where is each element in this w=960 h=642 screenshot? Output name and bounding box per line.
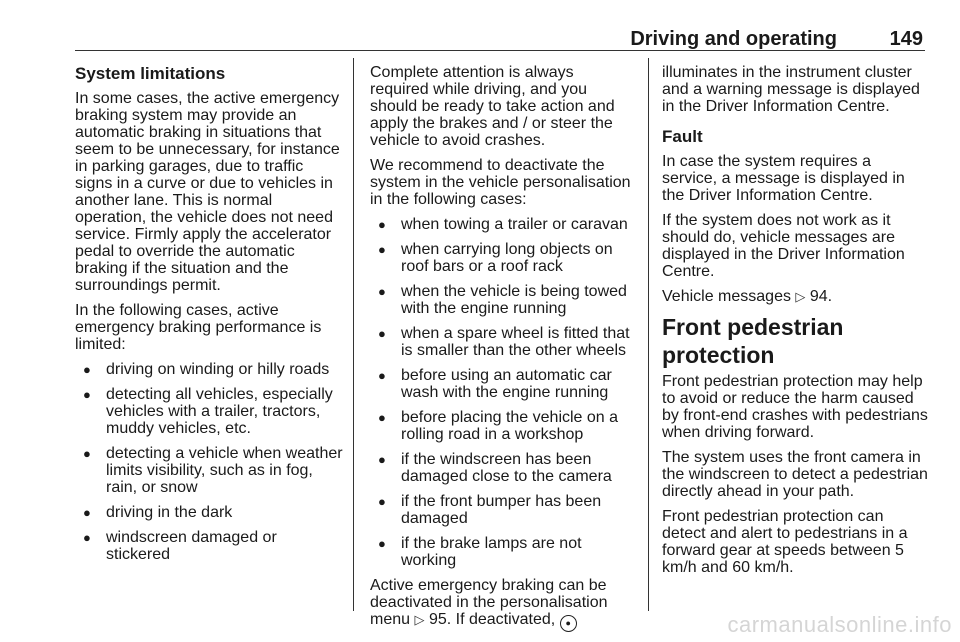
- page-header: [75, 0, 925, 51]
- page-reference-link[interactable]: 94: [809, 288, 828, 305]
- list-item: ● driving on winding or hilly roads: [75, 361, 343, 378]
- page-number: 149: [889, 28, 923, 50]
- list-item: ● if the windscreen has been damaged close to the camera: [370, 451, 634, 485]
- paragraph: Complete attention is always required while driving, and you should be ready to take action and apply the brakes and / or steer the vehicle to avoid crashes.: [370, 64, 615, 149]
- paragraph: If the system does not work as it should do, vehicle messages are displayed in the Driver Information Centre.: [662, 212, 905, 280]
- list-item: ● when a spare wheel is fitted that is smaller than the other wheels: [370, 325, 634, 359]
- list-item: ● if the front bumper has been damaged: [370, 493, 634, 527]
- list-item: ● before using an automatic car wash with the engine running: [370, 367, 634, 401]
- list-item: ● detecting all vehicles, especially vehicles with a trailer, tractors, muddy vehicles, etc.: [75, 386, 343, 437]
- list-item: ● windscreen damaged or stickered: [75, 529, 343, 563]
- limitations-list: [75, 361, 343, 563]
- column-1: [75, 64, 343, 571]
- paragraph: We recommend to deactivate the system in the vehicle personalisation in the following cases:: [370, 157, 631, 208]
- paragraph: The system uses the front camera in the windscreen to detect a pedestrian directly ahead in your path.: [662, 449, 928, 500]
- column-divider: [648, 58, 649, 611]
- list-item: ● driving in the dark: [75, 504, 343, 521]
- list-item: ● before placing the vehicle on a rolling road in a workshop: [370, 409, 634, 443]
- paragraph: Vehicle messages ▷ 94.: [662, 288, 833, 305]
- paragraph: Front pedestrian protection can detect and alert to pedestrians in a forward gear at speeds between 5 km/h and 60 km/h.: [662, 508, 908, 576]
- page-reference-icon: ▷: [414, 612, 425, 627]
- fault-heading: Fault: [662, 127, 703, 146]
- page-reference-link[interactable]: 95: [428, 611, 447, 628]
- list-item: ● when towing a trailer or caravan: [370, 216, 634, 233]
- page-reference-icon: ▷: [795, 289, 806, 304]
- paragraph: In the following cases, active emergency braking performance is limited:: [75, 302, 322, 353]
- paragraph: illuminates in the instrument cluster and a warning message is displayed in the Driver Information Centre.: [662, 64, 920, 115]
- system-limitations-heading: System limitations: [75, 64, 226, 83]
- deactivation-cases-list: [370, 216, 634, 569]
- list-item: ● if the brake lamps are not working: [370, 535, 634, 569]
- list-item: ● when the vehicle is being towed with the engine running: [370, 283, 634, 317]
- list-item: ● when carrying long objects on roof bars or a roof rack: [370, 241, 634, 275]
- front-pedestrian-protection-heading: Front pedestrian protection: [662, 314, 844, 368]
- paragraph: In some cases, the active emergency braking system may provide an automatic braking in situations that seem to be unnecessary, for instance in parking garages, due to traffic signs in a curve or due to vehicles in another lane. This is normal operation, the vehicle does not need service. Firmly apply the accelerator pedal to override the automatic braking if the situation and the surroundings permit.: [75, 90, 340, 294]
- list-item: ● detecting a vehicle when weather limits visibility, such as in fog, rain, or snow: [75, 445, 343, 496]
- paragraph: Front pedestrian protection may help to avoid or reduce the harm caused by front-end crashes with pedestrians when driving forward.: [662, 373, 928, 441]
- watermark: carmanualsonline.info: [727, 612, 952, 637]
- emergency-braking-warning-icon: ●: [560, 615, 577, 632]
- column-divider: [353, 58, 354, 611]
- paragraph: In case the system requires a service, a message is displayed in the Driver Information Centre.: [662, 153, 905, 204]
- section-title: Driving and operating: [630, 28, 837, 50]
- paragraph: Active emergency braking can be deactivated in the personalisation menu ▷ 95. If deactivated, ●: [370, 577, 634, 632]
- column-3: [662, 64, 928, 584]
- column-2: [370, 64, 634, 640]
